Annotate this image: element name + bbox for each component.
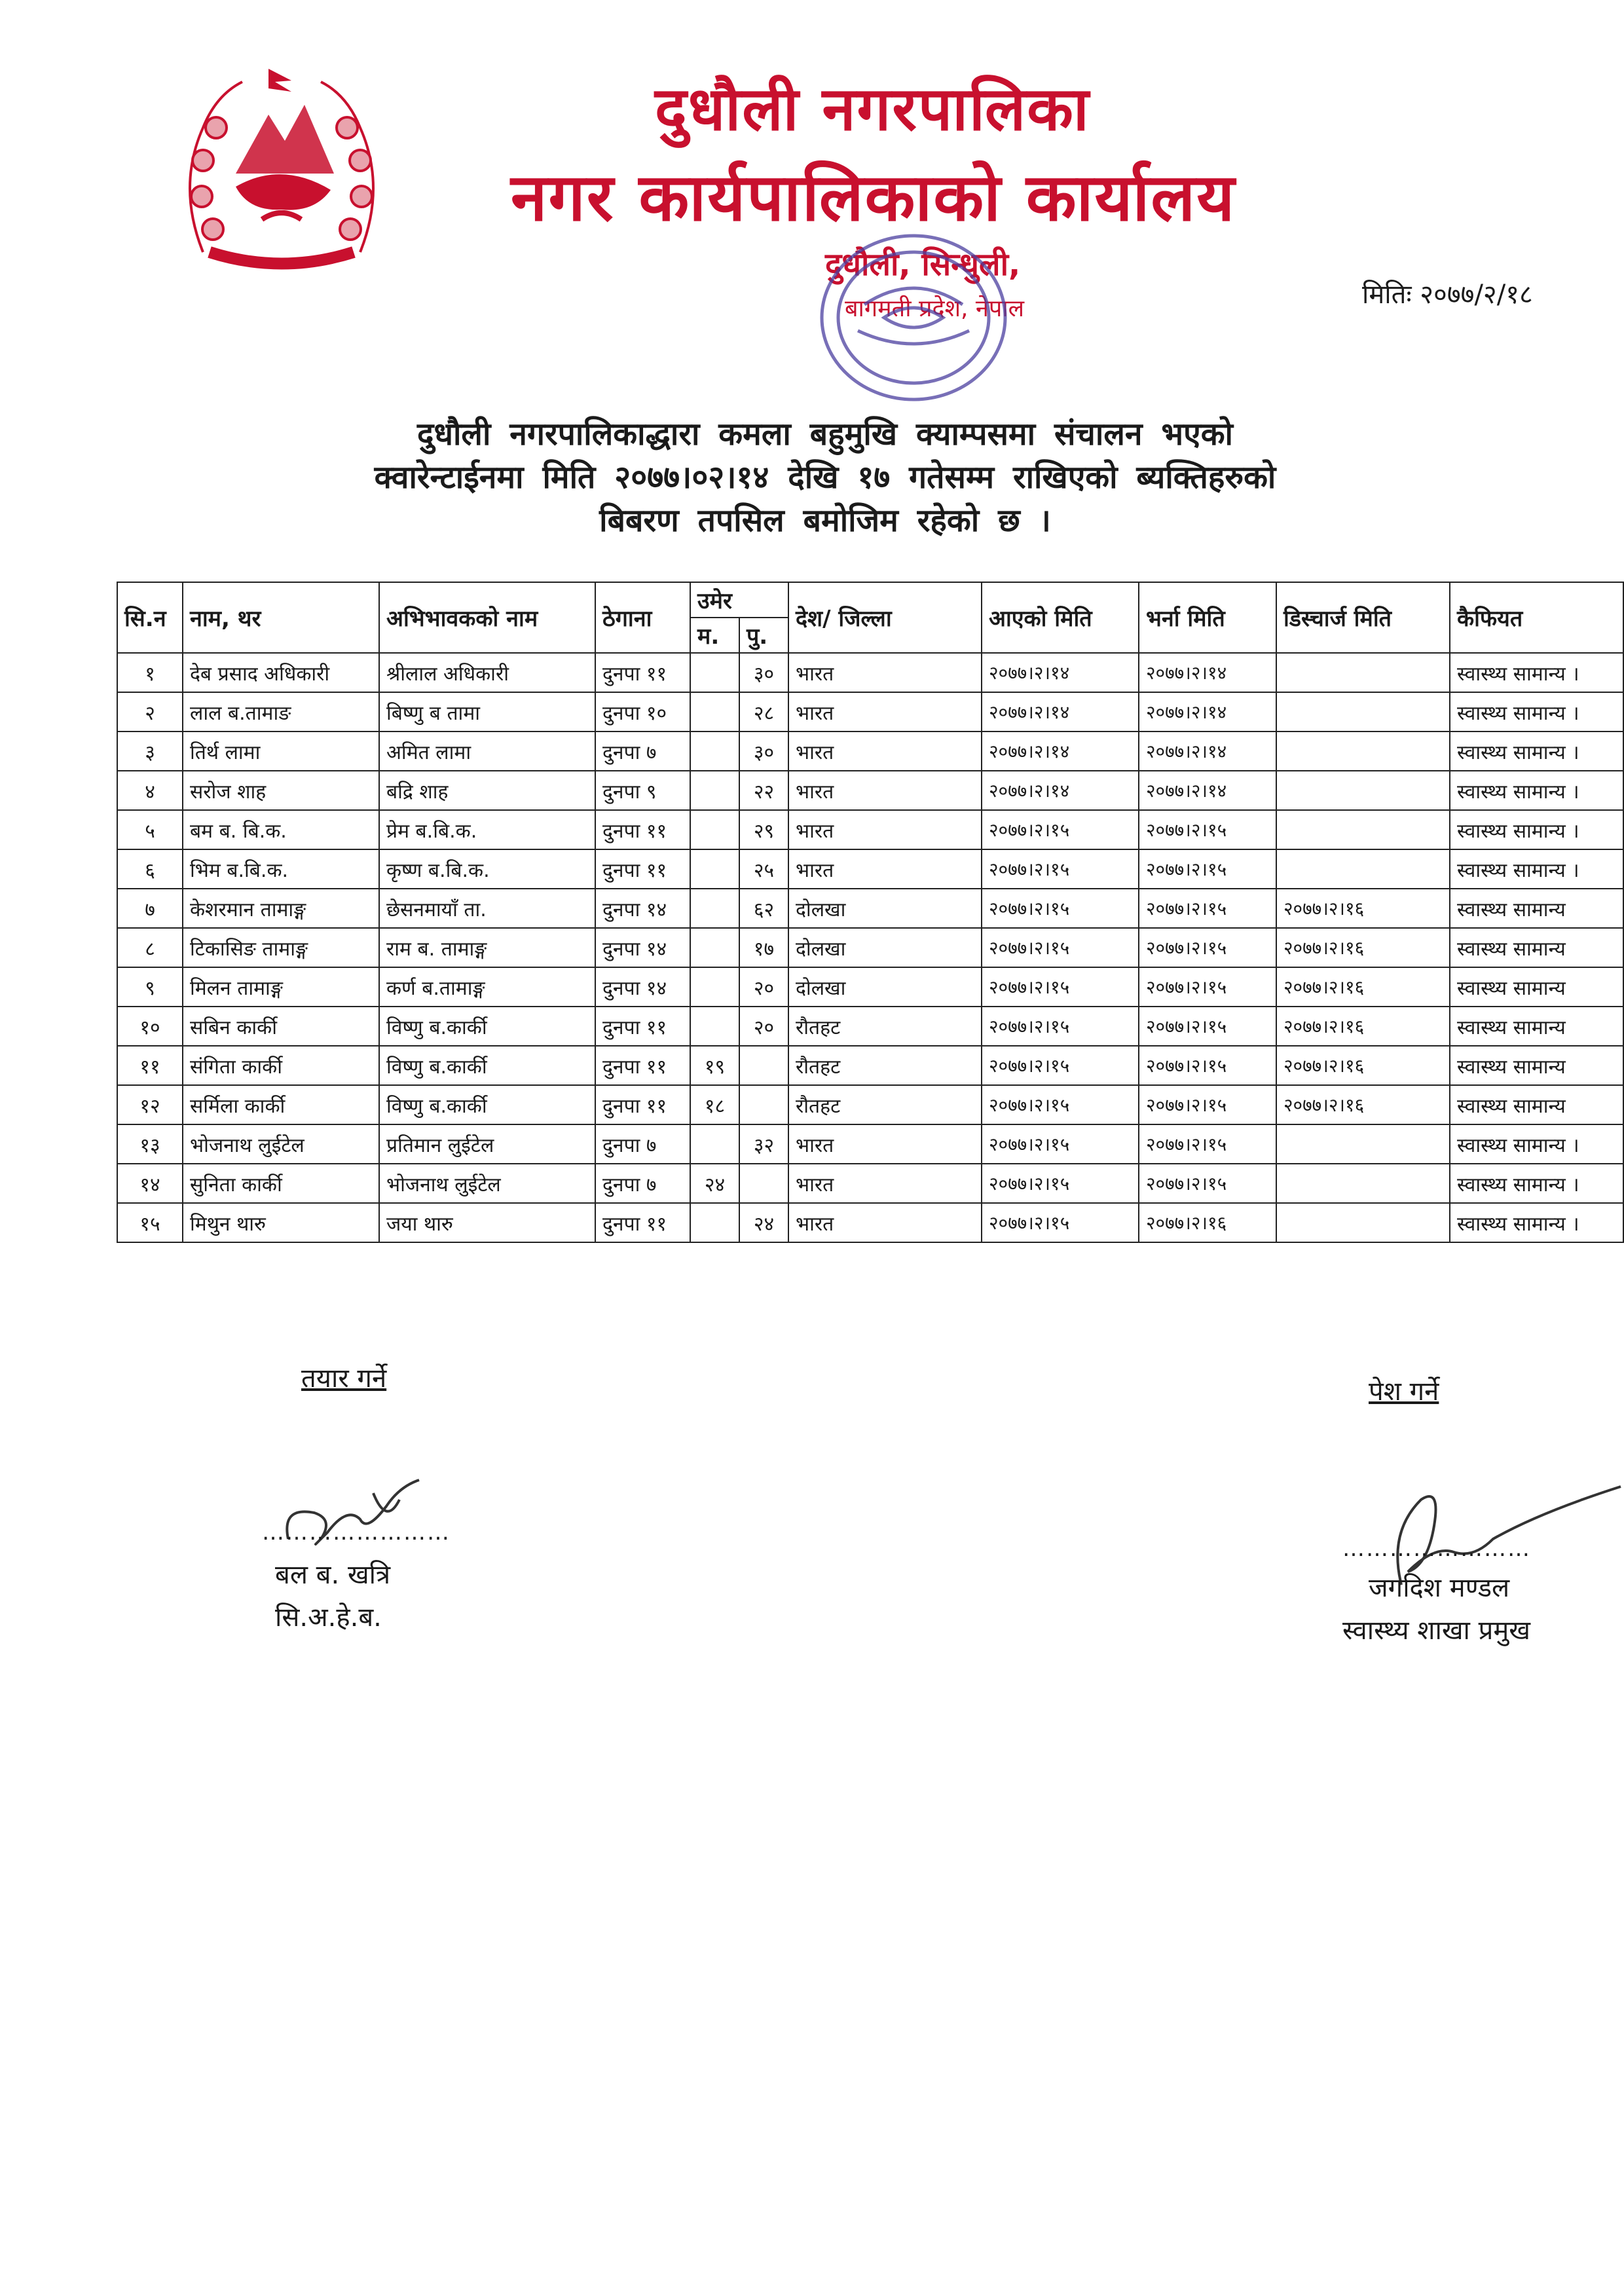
- cell-age-male: [739, 1046, 788, 1085]
- cell-discharge-date: २०७७।२।१६: [1276, 967, 1450, 1007]
- cell-country: दोलखा: [788, 967, 982, 1007]
- cell-name: बम ब. बि.क.: [183, 810, 379, 849]
- cell-age-female: [690, 967, 739, 1007]
- table-row: [117, 771, 1623, 810]
- cell-sn: ७: [117, 889, 183, 928]
- cell-discharge-date: २०७७।२।१६: [1276, 1007, 1450, 1046]
- col-header-age-male: पु.: [739, 618, 788, 653]
- table-row: [117, 1124, 1623, 1164]
- table-row: [117, 810, 1623, 849]
- cell-address: दुनपा ७: [595, 1164, 690, 1203]
- cell-sn: ११: [117, 1046, 183, 1085]
- subject-paragraph: [164, 413, 1486, 542]
- cell-country: रौतहट: [788, 1046, 982, 1085]
- subject-line-1: दुधौली नगरपालिकाद्धारा कमला बहुमुखि क्याम्पसमा संचालन भएको: [416, 416, 1233, 453]
- cell-arrival-date: २०७७।२।१५: [982, 849, 1139, 889]
- quarantine-table: [117, 582, 1624, 1243]
- table-row: [117, 1164, 1623, 1203]
- cell-address: दुनपा १०: [595, 692, 690, 731]
- cell-admission-date: २०७७।२।१५: [1139, 1046, 1276, 1085]
- cell-remarks: स्वास्थ्य सामान्य ।: [1450, 1203, 1623, 1242]
- cell-arrival-date: २०७७।२।१५: [982, 928, 1139, 967]
- table-body: [117, 653, 1623, 1242]
- cell-address: दुनपा ७: [595, 731, 690, 771]
- cell-discharge-date: [1276, 771, 1450, 810]
- cell-address: दुनपा ११: [595, 1203, 690, 1242]
- cell-name: तिर्थ लामा: [183, 731, 379, 771]
- cell-arrival-date: २०७७।२।१४: [982, 653, 1139, 692]
- address-line-2: बागमती प्रदेश, नेपाल: [845, 295, 1025, 322]
- cell-country: भारत: [788, 1124, 982, 1164]
- cell-age-male: २०: [739, 967, 788, 1007]
- cell-arrival-date: २०७७।२।१५: [982, 1007, 1139, 1046]
- cell-arrival-date: २०७७।२।१४: [982, 731, 1139, 771]
- cell-age-male: २२: [739, 771, 788, 810]
- cell-admission-date: २०७७।२।१४: [1139, 731, 1276, 771]
- table-row: [117, 849, 1623, 889]
- cell-sn: १५: [117, 1203, 183, 1242]
- cell-country: भारत: [788, 771, 982, 810]
- cell-arrival-date: २०७७।२।१५: [982, 810, 1139, 849]
- cell-sn: ३: [117, 731, 183, 771]
- cell-remarks: स्वास्थ्य सामान्य ।: [1450, 810, 1623, 849]
- cell-address: दुनपा ११: [595, 653, 690, 692]
- cell-arrival-date: २०७७।२।१४: [982, 692, 1139, 731]
- cell-admission-date: २०७७।२।१५: [1139, 849, 1276, 889]
- cell-country: भारत: [788, 653, 982, 692]
- cell-remarks: स्वास्थ्य सामान्य: [1450, 889, 1623, 928]
- cell-age-male: २८: [739, 692, 788, 731]
- cell-guardian: श्रीलाल अधिकारी: [379, 653, 595, 692]
- col-header-country: देश/ जिल्ला: [788, 582, 982, 653]
- cell-name: लाल ब.तामाङ: [183, 692, 379, 731]
- cell-admission-date: २०७७।२।१५: [1139, 1124, 1276, 1164]
- cell-country: भारत: [788, 1203, 982, 1242]
- cell-age-female: [690, 810, 739, 849]
- col-header-age: उमेर: [690, 582, 788, 618]
- cell-country: भारत: [788, 849, 982, 889]
- prepared-by-name: बल ब. खत्रि: [275, 1560, 391, 1590]
- cell-discharge-date: [1276, 692, 1450, 731]
- cell-age-female: [690, 692, 739, 731]
- cell-address: दुनपा ११: [595, 810, 690, 849]
- cell-name: संगिता कार्की: [183, 1046, 379, 1085]
- cell-address: दुनपा ११: [595, 1085, 690, 1124]
- cell-guardian: जया थारु: [379, 1203, 595, 1242]
- col-header-age-female: म.: [690, 618, 739, 653]
- cell-country: भारत: [788, 1164, 982, 1203]
- cell-age-female: [690, 653, 739, 692]
- cell-sn: १३: [117, 1124, 183, 1164]
- cell-arrival-date: २०७७।२।१५: [982, 1046, 1139, 1085]
- cell-remarks: स्वास्थ्य सामान्य: [1450, 928, 1623, 967]
- cell-age-male: ६२: [739, 889, 788, 928]
- cell-address: दुनपा १४: [595, 928, 690, 967]
- cell-admission-date: २०७७।२।१६: [1139, 1203, 1276, 1242]
- cell-age-male: २०: [739, 1007, 788, 1046]
- cell-name: सुनिता कार्की: [183, 1164, 379, 1203]
- cell-address: दुनपा ११: [595, 1007, 690, 1046]
- table-header-row: [117, 582, 1623, 618]
- cell-arrival-date: २०७७।२।१५: [982, 889, 1139, 928]
- cell-name: भोजनाथ लुईटेल: [183, 1124, 379, 1164]
- cell-remarks: स्वास्थ्य सामान्य: [1450, 1085, 1623, 1124]
- cell-admission-date: २०७७।२।१४: [1139, 653, 1276, 692]
- cell-remarks: स्वास्थ्य सामान्य ।: [1450, 731, 1623, 771]
- cell-age-female: [690, 1203, 739, 1242]
- table-row: [117, 1085, 1623, 1124]
- cell-admission-date: २०७७।२।१५: [1139, 1164, 1276, 1203]
- cell-remarks: स्वास्थ्य सामान्य ।: [1450, 653, 1623, 692]
- office-title: नगर कार्यपालिकाको कार्यालय: [511, 159, 1236, 236]
- col-header-arrival: आएको मिति: [982, 582, 1139, 653]
- table-row: [117, 1007, 1623, 1046]
- date-value: २०७७/२/१८: [1420, 280, 1533, 310]
- cell-arrival-date: २०७७।२।१५: [982, 967, 1139, 1007]
- prepared-signature-line: ……………………: [262, 1519, 451, 1546]
- submitted-by-name: जगदिश मण्डल: [1369, 1573, 1510, 1603]
- municipality-title: दुधौली नगरपालिका: [655, 74, 1090, 144]
- cell-age-female: [690, 889, 739, 928]
- cell-admission-date: २०७७।२।१५: [1139, 967, 1276, 1007]
- cell-remarks: स्वास्थ्य सामान्य: [1450, 967, 1623, 1007]
- cell-admission-date: २०७७।२।१५: [1139, 889, 1276, 928]
- cell-age-male: २४: [739, 1203, 788, 1242]
- cell-guardian: बिष्णु ब तामा: [379, 692, 595, 731]
- cell-name: देब प्रसाद अधिकारी: [183, 653, 379, 692]
- cell-age-male: २५: [739, 849, 788, 889]
- table-row: [117, 731, 1623, 771]
- cell-sn: १२: [117, 1085, 183, 1124]
- col-header-address: ठेगाना: [595, 582, 690, 653]
- subject-line-2: क्वारेन्टाईनमा मिति २०७७।०२।१४ देखि १७ गतेसम्म राखिएको ब्यक्तिहरुको: [374, 459, 1276, 496]
- cell-arrival-date: २०७७।२।१५: [982, 1164, 1139, 1203]
- table-row: [117, 1046, 1623, 1085]
- cell-name: भिम ब.बि.क.: [183, 849, 379, 889]
- cell-sn: ५: [117, 810, 183, 849]
- cell-discharge-date: [1276, 1124, 1450, 1164]
- cell-age-female: [690, 849, 739, 889]
- cell-remarks: स्वास्थ्य सामान्य ।: [1450, 849, 1623, 889]
- cell-discharge-date: २०७७।२।१६: [1276, 1046, 1450, 1085]
- cell-guardian: विष्णु ब.कार्की: [379, 1085, 595, 1124]
- cell-discharge-date: [1276, 1164, 1450, 1203]
- cell-age-male: [739, 1085, 788, 1124]
- cell-guardian: कर्ण ब.तामाङ्ग: [379, 967, 595, 1007]
- cell-guardian: राम ब. तामाङ्ग: [379, 928, 595, 967]
- cell-guardian: प्रतिमान लुईटेल: [379, 1124, 595, 1164]
- cell-age-female: १९: [690, 1046, 739, 1085]
- cell-remarks: स्वास्थ्य सामान्य ।: [1450, 692, 1623, 731]
- table-row: [117, 889, 1623, 928]
- cell-sn: १०: [117, 1007, 183, 1046]
- cell-age-female: [690, 731, 739, 771]
- cell-country: दोलखा: [788, 928, 982, 967]
- cell-address: दुनपा १४: [595, 967, 690, 1007]
- table-row: [117, 967, 1623, 1007]
- table-row: [117, 1203, 1623, 1242]
- cell-discharge-date: [1276, 653, 1450, 692]
- table-row: [117, 692, 1623, 731]
- col-header-name: नाम, थर: [183, 582, 379, 653]
- cell-admission-date: २०७७।२।१४: [1139, 771, 1276, 810]
- col-header-sn: सि.न: [117, 582, 183, 653]
- cell-arrival-date: २०७७।२।१५: [982, 1203, 1139, 1242]
- cell-admission-date: २०७७।२।१५: [1139, 810, 1276, 849]
- cell-guardian: छेसनमायाँ ता.: [379, 889, 595, 928]
- cell-age-male: १७: [739, 928, 788, 967]
- col-header-discharge: डिस्चार्ज मिति: [1276, 582, 1450, 653]
- prepared-by-label: तयार गर्ने: [301, 1363, 387, 1394]
- cell-remarks: स्वास्थ्य सामान्य: [1450, 1007, 1623, 1046]
- document-date: [1362, 275, 1533, 311]
- cell-name: सर्मिला कार्की: [183, 1085, 379, 1124]
- cell-admission-date: २०७७।२।१५: [1139, 1007, 1276, 1046]
- cell-name: केशरमान तामाङ्ग: [183, 889, 379, 928]
- cell-remarks: स्वास्थ्य सामान्य: [1450, 1046, 1623, 1085]
- cell-sn: १: [117, 653, 183, 692]
- cell-address: दुनपा ११: [595, 849, 690, 889]
- cell-discharge-date: [1276, 731, 1450, 771]
- cell-name: सबिन कार्की: [183, 1007, 379, 1046]
- cell-remarks: स्वास्थ्य सामान्य ।: [1450, 771, 1623, 810]
- cell-arrival-date: २०७७।२।१४: [982, 771, 1139, 810]
- cell-age-male: ३२: [739, 1124, 788, 1164]
- cell-discharge-date: [1276, 810, 1450, 849]
- cell-age-female: [690, 1007, 739, 1046]
- cell-discharge-date: [1276, 849, 1450, 889]
- cell-discharge-date: २०७७।२।१६: [1276, 1085, 1450, 1124]
- cell-age-female: २४: [690, 1164, 739, 1203]
- cell-sn: ६: [117, 849, 183, 889]
- submitted-by-label: पेश गर्ने: [1369, 1377, 1439, 1407]
- cell-age-male: ३०: [739, 731, 788, 771]
- cell-address: दुनपा ७: [595, 1124, 690, 1164]
- office-seal-stamp: [805, 219, 1025, 416]
- cell-sn: ८: [117, 928, 183, 967]
- cell-guardian: भोजनाथ लुईटेल: [379, 1164, 595, 1203]
- cell-guardian: बद्रि शाह: [379, 771, 595, 810]
- cell-arrival-date: २०७७।२।१५: [982, 1124, 1139, 1164]
- submitted-signature-line: ……………………: [1342, 1536, 1531, 1562]
- table-row: [117, 928, 1623, 967]
- cell-country: भारत: [788, 810, 982, 849]
- cell-country: रौतहट: [788, 1085, 982, 1124]
- cell-age-male: [739, 1164, 788, 1203]
- cell-remarks: स्वास्थ्य सामान्य ।: [1450, 1164, 1623, 1203]
- cell-age-male: ३०: [739, 653, 788, 692]
- cell-address: दुनपा १४: [595, 889, 690, 928]
- cell-arrival-date: २०७७।२।१५: [982, 1085, 1139, 1124]
- cell-guardian: प्रेम ब.बि.क.: [379, 810, 595, 849]
- cell-country: भारत: [788, 692, 982, 731]
- cell-name: मिलन तामाङ्ग: [183, 967, 379, 1007]
- cell-address: दुनपा ९: [595, 771, 690, 810]
- cell-age-female: [690, 928, 739, 967]
- cell-guardian: अमित लामा: [379, 731, 595, 771]
- cell-sn: २: [117, 692, 183, 731]
- cell-country: दोलखा: [788, 889, 982, 928]
- table-row: [117, 653, 1623, 692]
- cell-discharge-date: २०७७।२।१६: [1276, 889, 1450, 928]
- cell-guardian: विष्णु ब.कार्की: [379, 1007, 595, 1046]
- subject-line-3: बिबरण तपसिल बमोजिम रहेको छ ।: [599, 502, 1051, 539]
- date-label: मितिः: [1362, 280, 1412, 310]
- cell-guardian: कृष्ण ब.बि.क.: [379, 849, 595, 889]
- cell-discharge-date: [1276, 1203, 1450, 1242]
- submitted-by-designation: स्वास्थ्य शाखा प्रमुख: [1342, 1616, 1531, 1646]
- cell-remarks: स्वास्थ्य सामान्य ।: [1450, 1124, 1623, 1164]
- nepal-emblem-icon: [164, 56, 399, 272]
- col-header-admission: भर्ना मिति: [1139, 582, 1276, 653]
- cell-address: दुनपा ११: [595, 1046, 690, 1085]
- cell-sn: ९: [117, 967, 183, 1007]
- cell-sn: ४: [117, 771, 183, 810]
- cell-admission-date: २०७७।२।१४: [1139, 692, 1276, 731]
- address-line-1: दुधौली, सिन्धुली,: [825, 246, 1021, 283]
- cell-sn: १४: [117, 1164, 183, 1203]
- cell-discharge-date: २०७७।२।१६: [1276, 928, 1450, 967]
- col-header-remarks: कैफियत: [1450, 582, 1623, 653]
- cell-admission-date: २०७७।२।१५: [1139, 928, 1276, 967]
- col-header-guardian: अभिभावकको नाम: [379, 582, 595, 653]
- cell-age-female: १८: [690, 1085, 739, 1124]
- cell-age-female: [690, 1124, 739, 1164]
- cell-age-male: २९: [739, 810, 788, 849]
- cell-country: भारत: [788, 731, 982, 771]
- cell-name: टिकासिङ तामाङ्ग: [183, 928, 379, 967]
- cell-name: सरोज शाह: [183, 771, 379, 810]
- cell-age-female: [690, 771, 739, 810]
- prepared-by-designation: सि.अ.हे.ब.: [275, 1602, 382, 1633]
- cell-admission-date: २०७७।२।१५: [1139, 1085, 1276, 1124]
- cell-guardian: विष्णु ब.कार्की: [379, 1046, 595, 1085]
- cell-country: रौतहट: [788, 1007, 982, 1046]
- cell-name: मिथुन थारु: [183, 1203, 379, 1242]
